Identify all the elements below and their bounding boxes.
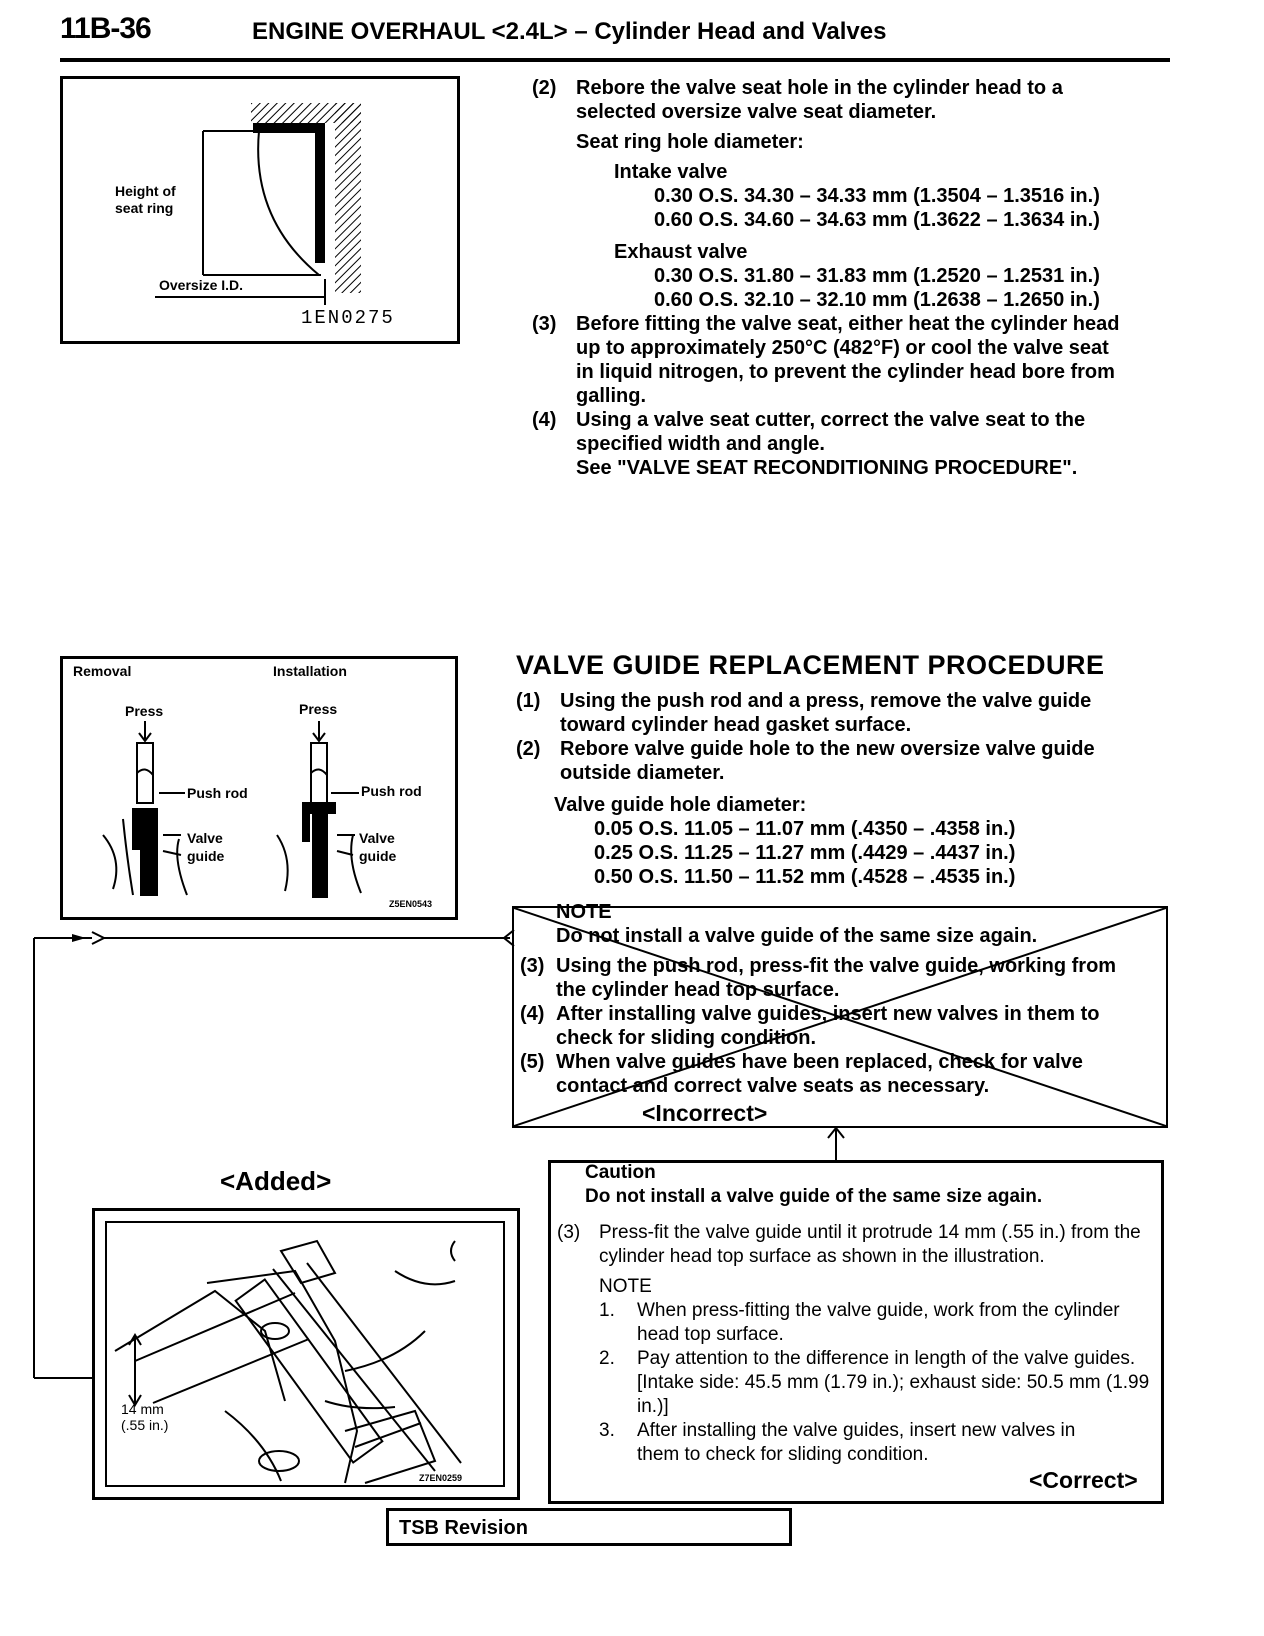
label-height-of-seat-ring: Height of seat ring: [115, 183, 176, 216]
added-tag: <Added>: [220, 1166, 332, 1196]
guide-spec-2: 0.25 O.S. 11.25 – 11.27 mm (.4429 – .4437 in.): [594, 842, 1016, 864]
figure-guide-removal-installation: [60, 656, 458, 920]
intake-title: Intake valve: [614, 161, 728, 183]
label-oversize-id: Oversize I.D.: [159, 277, 244, 293]
seat-step-4: (4) Using a valve seat cutter, correct the valve seat to the specified width and angle. See "VALVE SEAT RECONDITIONING PROCEDURE".: [532, 409, 1086, 479]
dimension-label: 14 mm (.55 in.): [121, 1401, 169, 1433]
guide-spec-1: 0.05 O.S. 11.05 – 11.07 mm (.4350 – .4358 in.): [594, 818, 1016, 840]
guide-spec-3: 0.50 O.S. 11.50 – 11.52 mm (.4528 – .4535 in.): [594, 866, 1016, 888]
label-push-rod-removal: Push rod: [187, 785, 248, 801]
exhaust-spec-2: 0.60 O.S. 32.10 – 32.10 mm (1.2638 – 1.2650 in.): [654, 289, 1100, 311]
valve-guide-cross-section: [95, 1211, 517, 1497]
label-valve-guide-removal: Valve guide: [187, 830, 225, 864]
intake-spec-1: 0.30 O.S. 34.30 – 34.33 mm (1.3504 – 1.3516 in.): [654, 185, 1100, 207]
incorrect-step-3: (3) Using the push rod, press-fit the valve guide, working from the cylinder head top surface.: [520, 955, 1117, 1001]
correct-box: [548, 1160, 1164, 1504]
correct-step-3: (3) Press-fit the valve guide until it protrude 14 mm (.55 in.) from the cylinder head top surface as shown in the illustration.: [557, 1222, 1141, 1267]
seat-ring-spec-title: Seat ring hole diameter:: [576, 131, 804, 153]
page-title: ENGINE OVERHAUL <2.4L> – Cylinder Head and Valves: [252, 18, 887, 45]
figure-added-14mm: [92, 1208, 520, 1500]
guide-step-1: (1) Using the push rod and a press, remove the valve guide toward cylinder head gasket surface.: [516, 690, 1092, 736]
correct-tag: <Correct>: [1029, 1467, 1138, 1493]
exhaust-title: Exhaust valve: [614, 241, 748, 263]
section-title: VALVE GUIDE REPLACEMENT PROCEDURE: [516, 650, 1105, 680]
page-number: 11B-36: [60, 12, 151, 45]
figure-seat-ring: [60, 76, 460, 344]
figure-code: 1EN0275: [301, 307, 395, 329]
seat-step-2: (2) Rebore the valve seat hole in the cylinder head to a selected oversize valve seat diameter.: [532, 77, 1063, 123]
caution-title: Caution: [585, 1162, 656, 1183]
incorrect-note-text: Do not install a valve guide of the same size again.: [556, 925, 1038, 947]
correct-note-3: 3. After installing the valve guides, insert new valves in them to check for sliding condition.: [599, 1420, 1076, 1465]
incorrect-box: [512, 901, 1168, 1128]
incorrect-note-title: NOTE: [556, 901, 612, 923]
seat-step-3: (3) Before fitting the valve seat, either heat the cylinder head up to approximately 250°C (482°F) or cool the valve seat in liquid nitrogen, to prevent the cylinder head bore from galling.: [532, 313, 1120, 407]
exhaust-spec-1: 0.30 O.S. 31.80 – 31.83 mm (1.2520 – 1.2531 in.): [654, 265, 1100, 287]
correct-note-2: 2. Pay attention to the difference in length of the valve guides. [Intake side: 45.5 mm (1.79 in.); exhaust side: 50.5 mm (1.99 in.)]: [599, 1348, 1150, 1417]
correct-note-title: NOTE: [599, 1276, 652, 1297]
label-installation: Installation: [273, 663, 347, 679]
header-rule: [60, 58, 1170, 62]
incorrect-step-4: (4) After installing valve guides, insert new valves in them to check for sliding condition.: [520, 1003, 1100, 1049]
caution-text: Do not install a valve guide of the same size again.: [585, 1186, 1043, 1207]
figure-code: Z7EN0259: [419, 1473, 463, 1483]
label-press-removal: Press: [125, 703, 164, 719]
tsb-revision-label: TSB Revision: [399, 1517, 528, 1539]
correct-note-1: 1. When press-fitting the valve guide, work from the cylinder head top surface.: [599, 1300, 1120, 1345]
tsb-revision-box: [386, 1508, 792, 1546]
seat-section: [532, 76, 1124, 480]
figure-code: Z5EN0543: [389, 899, 433, 909]
label-press-installation: Press: [299, 701, 338, 717]
guide-section: [516, 650, 1124, 889]
incorrect-tag: <Incorrect>: [642, 1100, 768, 1126]
guide-step-2: (2) Rebore valve guide hole to the new oversize valve guide outside diameter.: [516, 738, 1095, 784]
guide-spec-title: Valve guide hole diameter:: [554, 794, 807, 816]
cross-out-mark: [514, 908, 1166, 1126]
label-removal: Removal: [73, 663, 132, 679]
incorrect-step-5: (5) When valve guides have been replaced, check for valve contact and correct valve seats as necessary.: [520, 1051, 1083, 1097]
label-valve-guide-installation: Valve guide: [359, 830, 397, 864]
label-push-rod-installation: Push rod: [361, 783, 422, 799]
intake-spec-2: 0.60 O.S. 34.60 – 34.63 mm (1.3622 – 1.3634 in.): [654, 209, 1100, 231]
